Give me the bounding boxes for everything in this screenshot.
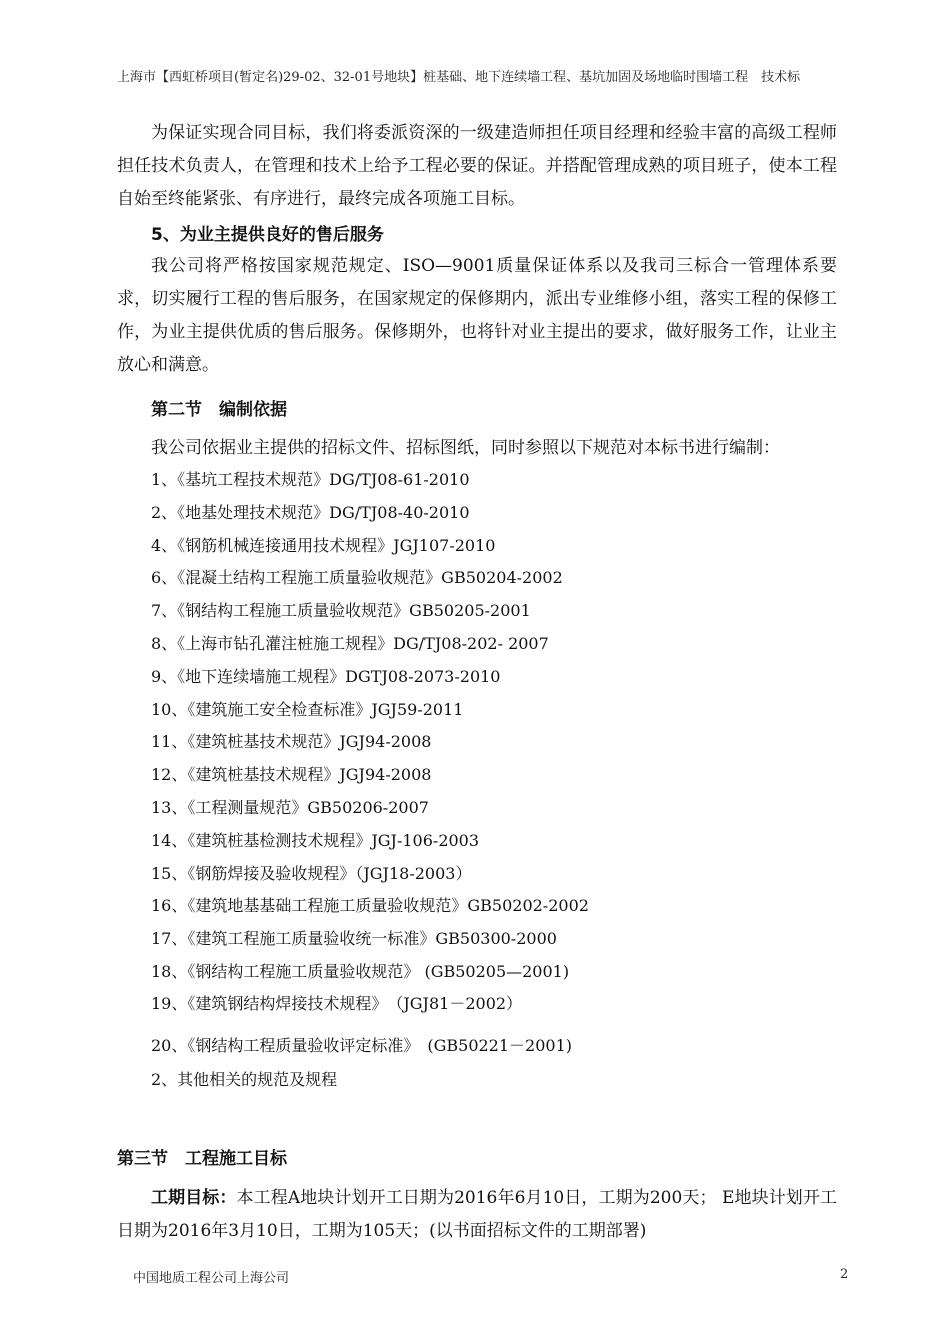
reference-item: 14、《建筑桩基检测技术规程》JGJ-106-2003 — [151, 831, 480, 850]
section-3-title: 第三节 工程施工目标 — [117, 1149, 287, 1169]
reference-item: 10、《建筑施工安全检查标准》JGJ59-2011 — [151, 700, 464, 719]
reference-item: 16、《建筑地基基础工程施工质量验收规范》GB50202-2002 — [151, 896, 589, 915]
page-number: 2 — [840, 1267, 849, 1282]
reference-item: 13、《工程测量规范》GB50206-2007 — [151, 798, 429, 817]
heading-after-sales: 5、为业主提供良好的售后服务 — [151, 225, 384, 245]
reference-item: 6、《混凝土结构工程施工质量验收规范》GB50204-2002 — [151, 568, 563, 587]
reference-item: 15、《钢筋焊接及验收规程》（JGJ18-2003） — [151, 864, 472, 883]
footer-company: 中国地质工程公司上海公司 — [133, 1271, 290, 1286]
reference-item: 2、其他相关的规范及规程 — [151, 1070, 338, 1089]
reference-item: 20、《钢结构工程质量验收评定标准》 (GB50221－2001) — [151, 1036, 573, 1055]
reference-item: 2、《地基处理技术规范》DG/TJ08-40-2010 — [151, 503, 470, 522]
section-2-title: 第二节 编制依据 — [151, 400, 287, 420]
schedule-target-label: 工期目标： — [151, 1188, 237, 1208]
reference-item: 8、《上海市钻孔灌注桩施工规程》DG/TJ08-202- 2007 — [151, 634, 549, 653]
reference-item: 7、《钢结构工程施工质量验收规范》GB50205-2001 — [151, 601, 531, 620]
section-2-intro: 我公司依据业主提供的招标文件、招标图纸，同时参照以下规范对本标书进行编制： — [151, 438, 780, 458]
reference-item: 19、《建筑钢结构焊接技术规程》 （JGJ81－2002） — [151, 994, 523, 1013]
reference-item: 1、《基坑工程技术规范》DG/TJ08-61-2010 — [151, 470, 470, 489]
reference-item: 11、《建筑桩基技术规范》JGJ94-2008 — [151, 732, 432, 751]
schedule-target-text: 本工程A地块计划开工日期为2016年6月10日，工期为200天； E地块计划开工日期为2016年3月10日，工期为105天；(以书面招标文件的工期部署) — [117, 1188, 838, 1241]
paragraph-contract-goal: 为保证实现合同目标，我们将委派资深的一级建造师担任项目经理和经验丰富的高级工程师担任技术负责人，在管理和技术上给予工程必要的保证。并搭配管理成熟的项目班子，使本工程自始至终能紧张、有序进行，最终完成各项施工目标。 — [117, 123, 837, 209]
reference-item: 9、《地下连续墙施工规程》DGTJ08-2073-2010 — [151, 667, 501, 686]
reference-item: 4、《钢筋机械连接通用技术规程》JGJ107-2010 — [151, 536, 496, 555]
reference-item: 17、《建筑工程施工质量验收统一标准》GB50300-2000 — [151, 929, 557, 948]
reference-item: 18、《钢结构工程施工质量验收规范》 (GB50205—2001) — [151, 962, 570, 981]
page-header: 上海市【西虹桥项目(暂定名)29-02、32-01号地块】桩基础、地下连续墙工程、基坑加固及场地临时围墙工程 技术标 — [117, 70, 801, 85]
reference-item: 12、《建筑桩基技术规程》JGJ94-2008 — [151, 765, 432, 784]
schedule-target-paragraph — [117, 1182, 837, 1248]
paragraph-after-sales: 我公司将严格按国家规范规定、ISO—9001质量保证体系以及我司三标合一管理体系要求，切实履行工程的售后服务，在国家规定的保修期内，派出专业维修小组，落实工程的保修工作，为业主提供优质的售后服务。保修期外，也将针对业主提出的要求，做好服务工作，让业主放心和满意。 — [117, 256, 837, 375]
